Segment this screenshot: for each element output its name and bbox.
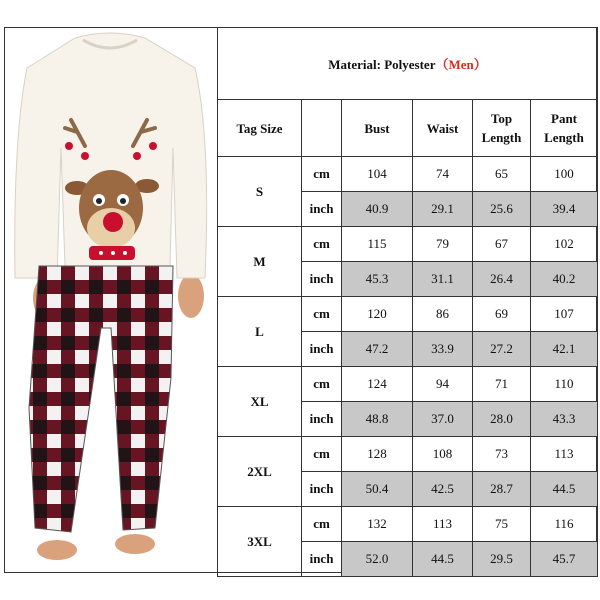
cell-cm: 74	[413, 157, 473, 192]
pajama-illustration	[5, 28, 217, 572]
unit-inch: inch	[302, 192, 342, 227]
cell-inch: 43.3	[531, 402, 598, 437]
cell-cm: 115	[342, 227, 413, 262]
left-foot	[37, 540, 77, 560]
header-top-length-line1: Top	[490, 111, 513, 126]
unit-inch: inch	[302, 542, 342, 577]
cell-inch: 25.6	[473, 192, 531, 227]
cell-cm: 75	[473, 507, 531, 542]
header-unit	[302, 100, 342, 157]
unit-inch: inch	[302, 262, 342, 297]
cell-inch: 33.9	[413, 332, 473, 367]
size-label: M	[218, 227, 302, 297]
cell-inch: 26.4	[473, 262, 531, 297]
cell-inch: 39.4	[531, 192, 598, 227]
cell-cm: 65	[473, 157, 531, 192]
unit-cm: cm	[302, 507, 342, 542]
cell-cm: 128	[342, 437, 413, 472]
cell-inch: 42.1	[531, 332, 598, 367]
cell-cm: 67	[473, 227, 531, 262]
header-row	[218, 100, 598, 157]
unit-cm: cm	[302, 437, 342, 472]
size-label: S	[218, 157, 302, 227]
cell-inch: 47.2	[342, 332, 413, 367]
cell-inch: 45.3	[342, 262, 413, 297]
title-row	[218, 28, 598, 100]
header-pant-length-line2: Length	[544, 130, 584, 145]
cell-inch: 48.8	[342, 402, 413, 437]
material-label: Material:	[328, 57, 381, 72]
table-row	[218, 507, 598, 542]
cell-cm: 73	[473, 437, 531, 472]
header-tag-size: Tag Size	[218, 100, 302, 157]
cell-cm: 113	[413, 507, 473, 542]
table-row	[218, 297, 598, 332]
cell-cm: 113	[531, 437, 598, 472]
table-row	[218, 157, 598, 192]
cell-inch: 28.0	[473, 402, 531, 437]
cell-cm: 132	[342, 507, 413, 542]
header-bust: Bust	[342, 100, 413, 157]
cell-inch: 37.0	[413, 402, 473, 437]
cell-cm: 100	[531, 157, 598, 192]
cell-inch: 29.5	[473, 542, 531, 577]
cell-inch: 44.5	[531, 472, 598, 507]
header-top-length	[473, 100, 531, 157]
cell-cm: 71	[473, 367, 531, 402]
cell-inch: 44.5	[413, 542, 473, 577]
gender-note: （Men）	[435, 57, 487, 72]
cell-inch: 31.1	[413, 262, 473, 297]
material-title	[218, 28, 598, 100]
size-label: 2XL	[218, 437, 302, 507]
cell-inch: 27.2	[473, 332, 531, 367]
cell-cm: 108	[413, 437, 473, 472]
cell-inch: 45.7	[531, 542, 598, 577]
cell-inch: 40.2	[531, 262, 598, 297]
cell-inch: 29.1	[413, 192, 473, 227]
header-waist: Waist	[413, 100, 473, 157]
material-value: Polyester	[384, 57, 436, 72]
cell-cm: 79	[413, 227, 473, 262]
unit-cm: cm	[302, 367, 342, 402]
cell-inch: 52.0	[342, 542, 413, 577]
product-photo	[5, 28, 217, 572]
size-label: L	[218, 297, 302, 367]
unit-cm: cm	[302, 297, 342, 332]
unit-inch: inch	[302, 332, 342, 367]
table-row	[218, 437, 598, 472]
header-pant-length-line1: Pant	[551, 111, 578, 126]
right-foot	[115, 534, 155, 554]
cell-cm: 116	[531, 507, 598, 542]
plaid-pants	[29, 266, 173, 532]
cell-cm: 120	[342, 297, 413, 332]
unit-cm: cm	[302, 227, 342, 262]
cell-cm: 104	[342, 157, 413, 192]
cell-cm: 94	[413, 367, 473, 402]
cell-cm: 102	[531, 227, 598, 262]
unit-cm: cm	[302, 157, 342, 192]
cell-inch: 28.7	[473, 472, 531, 507]
right-hand	[178, 274, 204, 318]
cell-cm: 124	[342, 367, 413, 402]
size-chart-table	[217, 27, 598, 577]
size-label: XL	[218, 367, 302, 437]
table-row	[218, 367, 598, 402]
size-label: 3XL	[218, 507, 302, 577]
size-rows	[218, 157, 598, 577]
cell-cm: 69	[473, 297, 531, 332]
table-row	[218, 227, 598, 262]
unit-inch: inch	[302, 402, 342, 437]
unit-inch: inch	[302, 472, 342, 507]
cell-cm: 110	[531, 367, 598, 402]
header-pant-length	[531, 100, 598, 157]
cell-cm: 107	[531, 297, 598, 332]
cell-inch: 40.9	[342, 192, 413, 227]
cell-inch: 42.5	[413, 472, 473, 507]
cell-inch: 50.4	[342, 472, 413, 507]
cell-cm: 86	[413, 297, 473, 332]
header-top-length-line2: Length	[481, 130, 522, 145]
